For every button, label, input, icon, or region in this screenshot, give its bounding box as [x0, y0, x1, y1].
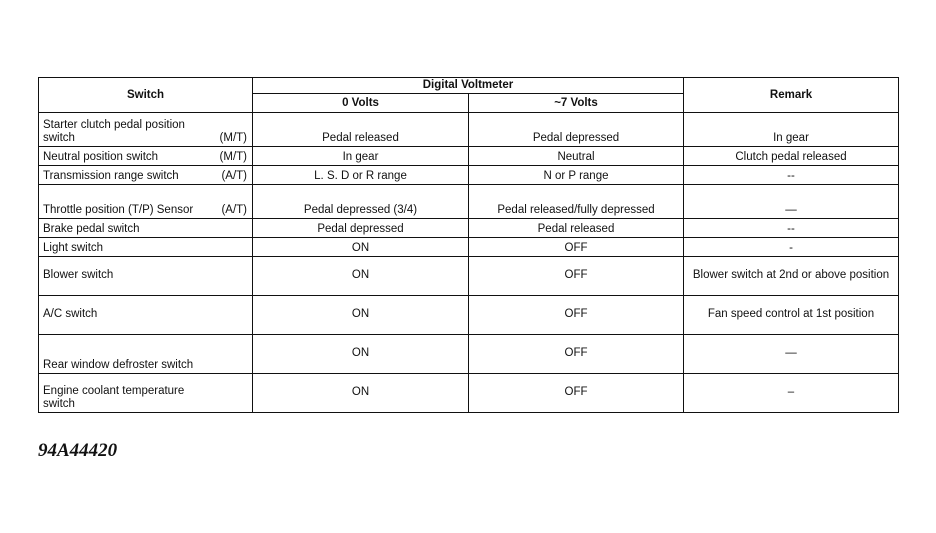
seven-volts-cell: OFF	[469, 374, 684, 413]
transmission-tag: (A/T)	[221, 204, 247, 216]
seven-volts-cell: OFF	[469, 238, 684, 257]
remark-cell: --	[684, 166, 899, 185]
switch-voltage-table-container	[38, 77, 898, 413]
switch-cell	[39, 238, 253, 257]
switch-name: Transmission range switch	[43, 170, 179, 182]
switch-name: A/C switch	[43, 308, 98, 320]
remark-cell: Clutch pedal released	[684, 147, 899, 166]
seven-volts-cell: OFF	[469, 335, 684, 374]
switch-cell	[39, 166, 253, 185]
zero-volts-cell: ON	[253, 238, 469, 257]
remark-cell: Blower switch at 2nd or above position	[684, 257, 899, 296]
table-row	[39, 185, 899, 219]
zero-volts-cell: ON	[253, 296, 469, 335]
table-row	[39, 147, 899, 166]
switch-name: Light switch	[43, 242, 104, 254]
zero-volts-cell: Pedal released	[253, 113, 469, 147]
zero-volts-cell: ON	[253, 335, 469, 374]
header-seven-volts: ~7 Volts	[469, 94, 684, 113]
header-digital-voltmeter: Digital Voltmeter	[253, 78, 684, 94]
seven-volts-cell: Pedal depressed	[469, 113, 684, 147]
table-row	[39, 113, 899, 147]
table-row	[39, 257, 899, 296]
zero-volts-cell: ON	[253, 374, 469, 413]
seven-volts-cell: Neutral	[469, 147, 684, 166]
figure-reference-number: 94A44420	[38, 440, 118, 461]
table-row	[39, 296, 899, 335]
seven-volts-cell: Pedal released	[469, 219, 684, 238]
switch-cell	[39, 219, 253, 238]
switch-name: Throttle position (T/P) Sensor	[43, 204, 194, 216]
zero-volts-cell: ON	[253, 257, 469, 296]
remark-cell: —	[684, 335, 899, 374]
switch-cell	[39, 113, 253, 147]
switch-voltage-table	[38, 77, 899, 413]
zero-volts-cell: L. S. D or R range	[253, 166, 469, 185]
switch-name: Starter clutch pedal position switch	[43, 119, 185, 144]
table-row	[39, 374, 899, 413]
switch-name: Engine coolant temperature switch	[43, 385, 185, 410]
switch-name: Brake pedal switch	[43, 223, 140, 235]
table-row	[39, 335, 899, 374]
switch-cell	[39, 147, 253, 166]
zero-volts-cell: Pedal depressed (3/4)	[253, 185, 469, 219]
switch-cell	[39, 374, 253, 413]
header-remark: Remark	[684, 78, 899, 113]
remark-cell: —	[684, 185, 899, 219]
switch-cell	[39, 335, 253, 374]
remark-cell: Fan speed control at 1st position	[684, 296, 899, 335]
seven-volts-cell: OFF	[469, 257, 684, 296]
seven-volts-cell: N or P range	[469, 166, 684, 185]
seven-volts-cell: Pedal released/fully depressed	[469, 185, 684, 219]
remark-cell: –	[684, 374, 899, 413]
seven-volts-cell: OFF	[469, 296, 684, 335]
table-row	[39, 166, 899, 185]
table-row	[39, 238, 899, 257]
switch-name: Rear window defroster switch	[43, 359, 194, 371]
remark-cell: -	[684, 238, 899, 257]
header-zero-volts: 0 Volts	[253, 94, 469, 113]
table-row	[39, 219, 899, 238]
transmission-tag: (A/T)	[221, 170, 247, 182]
transmission-tag: (M/T)	[219, 151, 247, 163]
remark-cell: In gear	[684, 113, 899, 147]
header-switch: Switch	[39, 78, 253, 113]
switch-cell	[39, 257, 253, 296]
remark-cell: --	[684, 219, 899, 238]
zero-volts-cell: Pedal depressed	[253, 219, 469, 238]
switch-name: Blower switch	[43, 269, 114, 281]
transmission-tag: (M/T)	[219, 132, 247, 144]
switch-name: Neutral position switch	[43, 151, 159, 163]
switch-cell	[39, 185, 253, 219]
switch-cell	[39, 296, 253, 335]
zero-volts-cell: In gear	[253, 147, 469, 166]
